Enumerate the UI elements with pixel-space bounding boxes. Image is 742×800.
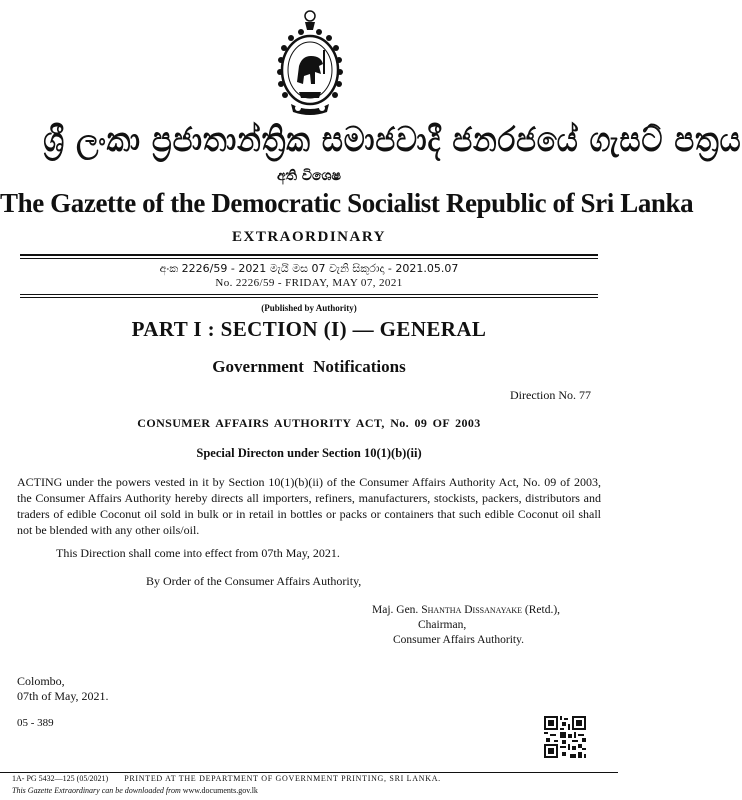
signatory-rank: Maj. Gen.	[372, 604, 419, 616]
body-paragraph: ACTING under the powers vested in it by Section 10(1)(b)(ii) of the Consumer Affairs Authority Act, No. 09 of 2003, the Consumer Affairs Authority hereby directs all importers, refiners, manufacturers, stockists, packers, distributors and traders of edible Coconut oil sold in bulk or in retail in bottles or packs or containers that such edible Coconut oil shall not be blended with any other oils/oil.	[17, 475, 601, 537]
effective-date-paragraph: This Direction shall come into effect from 07th May, 2021.	[56, 546, 340, 560]
sinhala-extraordinary-label: අති විශෙෂ	[277, 168, 341, 184]
signatory-name	[372, 604, 560, 616]
act-title: CONSUMER AFFAIRS AUTHORITY ACT, No. 09 OF 2003	[137, 416, 481, 430]
signatory-full-name: Shantha Dissanayake	[421, 604, 523, 616]
print-code: 1A- PG 5432—125 (05/2021)	[12, 774, 109, 783]
english-issue-line: No. 2226/59 - FRIDAY, MAY 07, 2021	[215, 277, 403, 289]
part-heading: PART I : SECTION (I) — GENERAL	[131, 317, 487, 341]
signatory-suffix: (Retd.),	[524, 604, 561, 616]
reference-number: 05 - 389	[17, 717, 54, 729]
issue-divider-thin	[20, 297, 598, 298]
download-text: This Gazette Extraordinary can be downloaded from	[12, 786, 181, 795]
section-heading: Government Notifications	[212, 357, 406, 376]
printed-at: PRINTED AT THE DEPARTMENT OF GOVERNMENT PRINTING, SRI LANKA.	[124, 774, 441, 783]
header-divider	[20, 254, 598, 256]
direction-number: Direction No. 77	[510, 388, 591, 402]
signatory-organization: Consumer Affairs Authority.	[393, 634, 524, 646]
by-order-line: By Order of the Consumer Affairs Authority,	[146, 574, 362, 588]
issue-place: Colombo,	[17, 674, 65, 688]
signatory-title: Chairman,	[418, 619, 467, 631]
footer-print-line	[12, 774, 441, 783]
state-emblem-icon	[269, 8, 351, 118]
qr-code-icon	[544, 716, 586, 758]
footer-download-line	[12, 786, 258, 795]
sinhala-issue-line: අංක 2226/59 - 2021 මැයි මස 07 වැනි සිකුරාදා - 2021.05.07	[159, 262, 459, 275]
extraordinary-label: EXTRAORDINARY	[232, 229, 386, 245]
download-link[interactable]: www.documents.gov.lk	[182, 786, 258, 795]
sinhala-gazette-title: ශ්‍රී ලංකා ප්‍රජාතාන්ත්‍රික සමාජවාදී ජනරජයේ ගැසට් පත්‍රය	[43, 120, 742, 160]
english-gazette-title: The Gazette of the Democratic Socialist Republic of Sri Lanka	[0, 188, 694, 218]
issue-date: 07th of May, 2021.	[17, 689, 109, 703]
header-divider-thin	[20, 258, 598, 259]
footer-divider	[0, 772, 618, 773]
published-by-authority: (Published by Authority)	[261, 303, 357, 313]
issue-divider	[20, 294, 598, 295]
special-direction-title: Special Directon under Section 10(1)(b)(ii)	[196, 446, 422, 460]
